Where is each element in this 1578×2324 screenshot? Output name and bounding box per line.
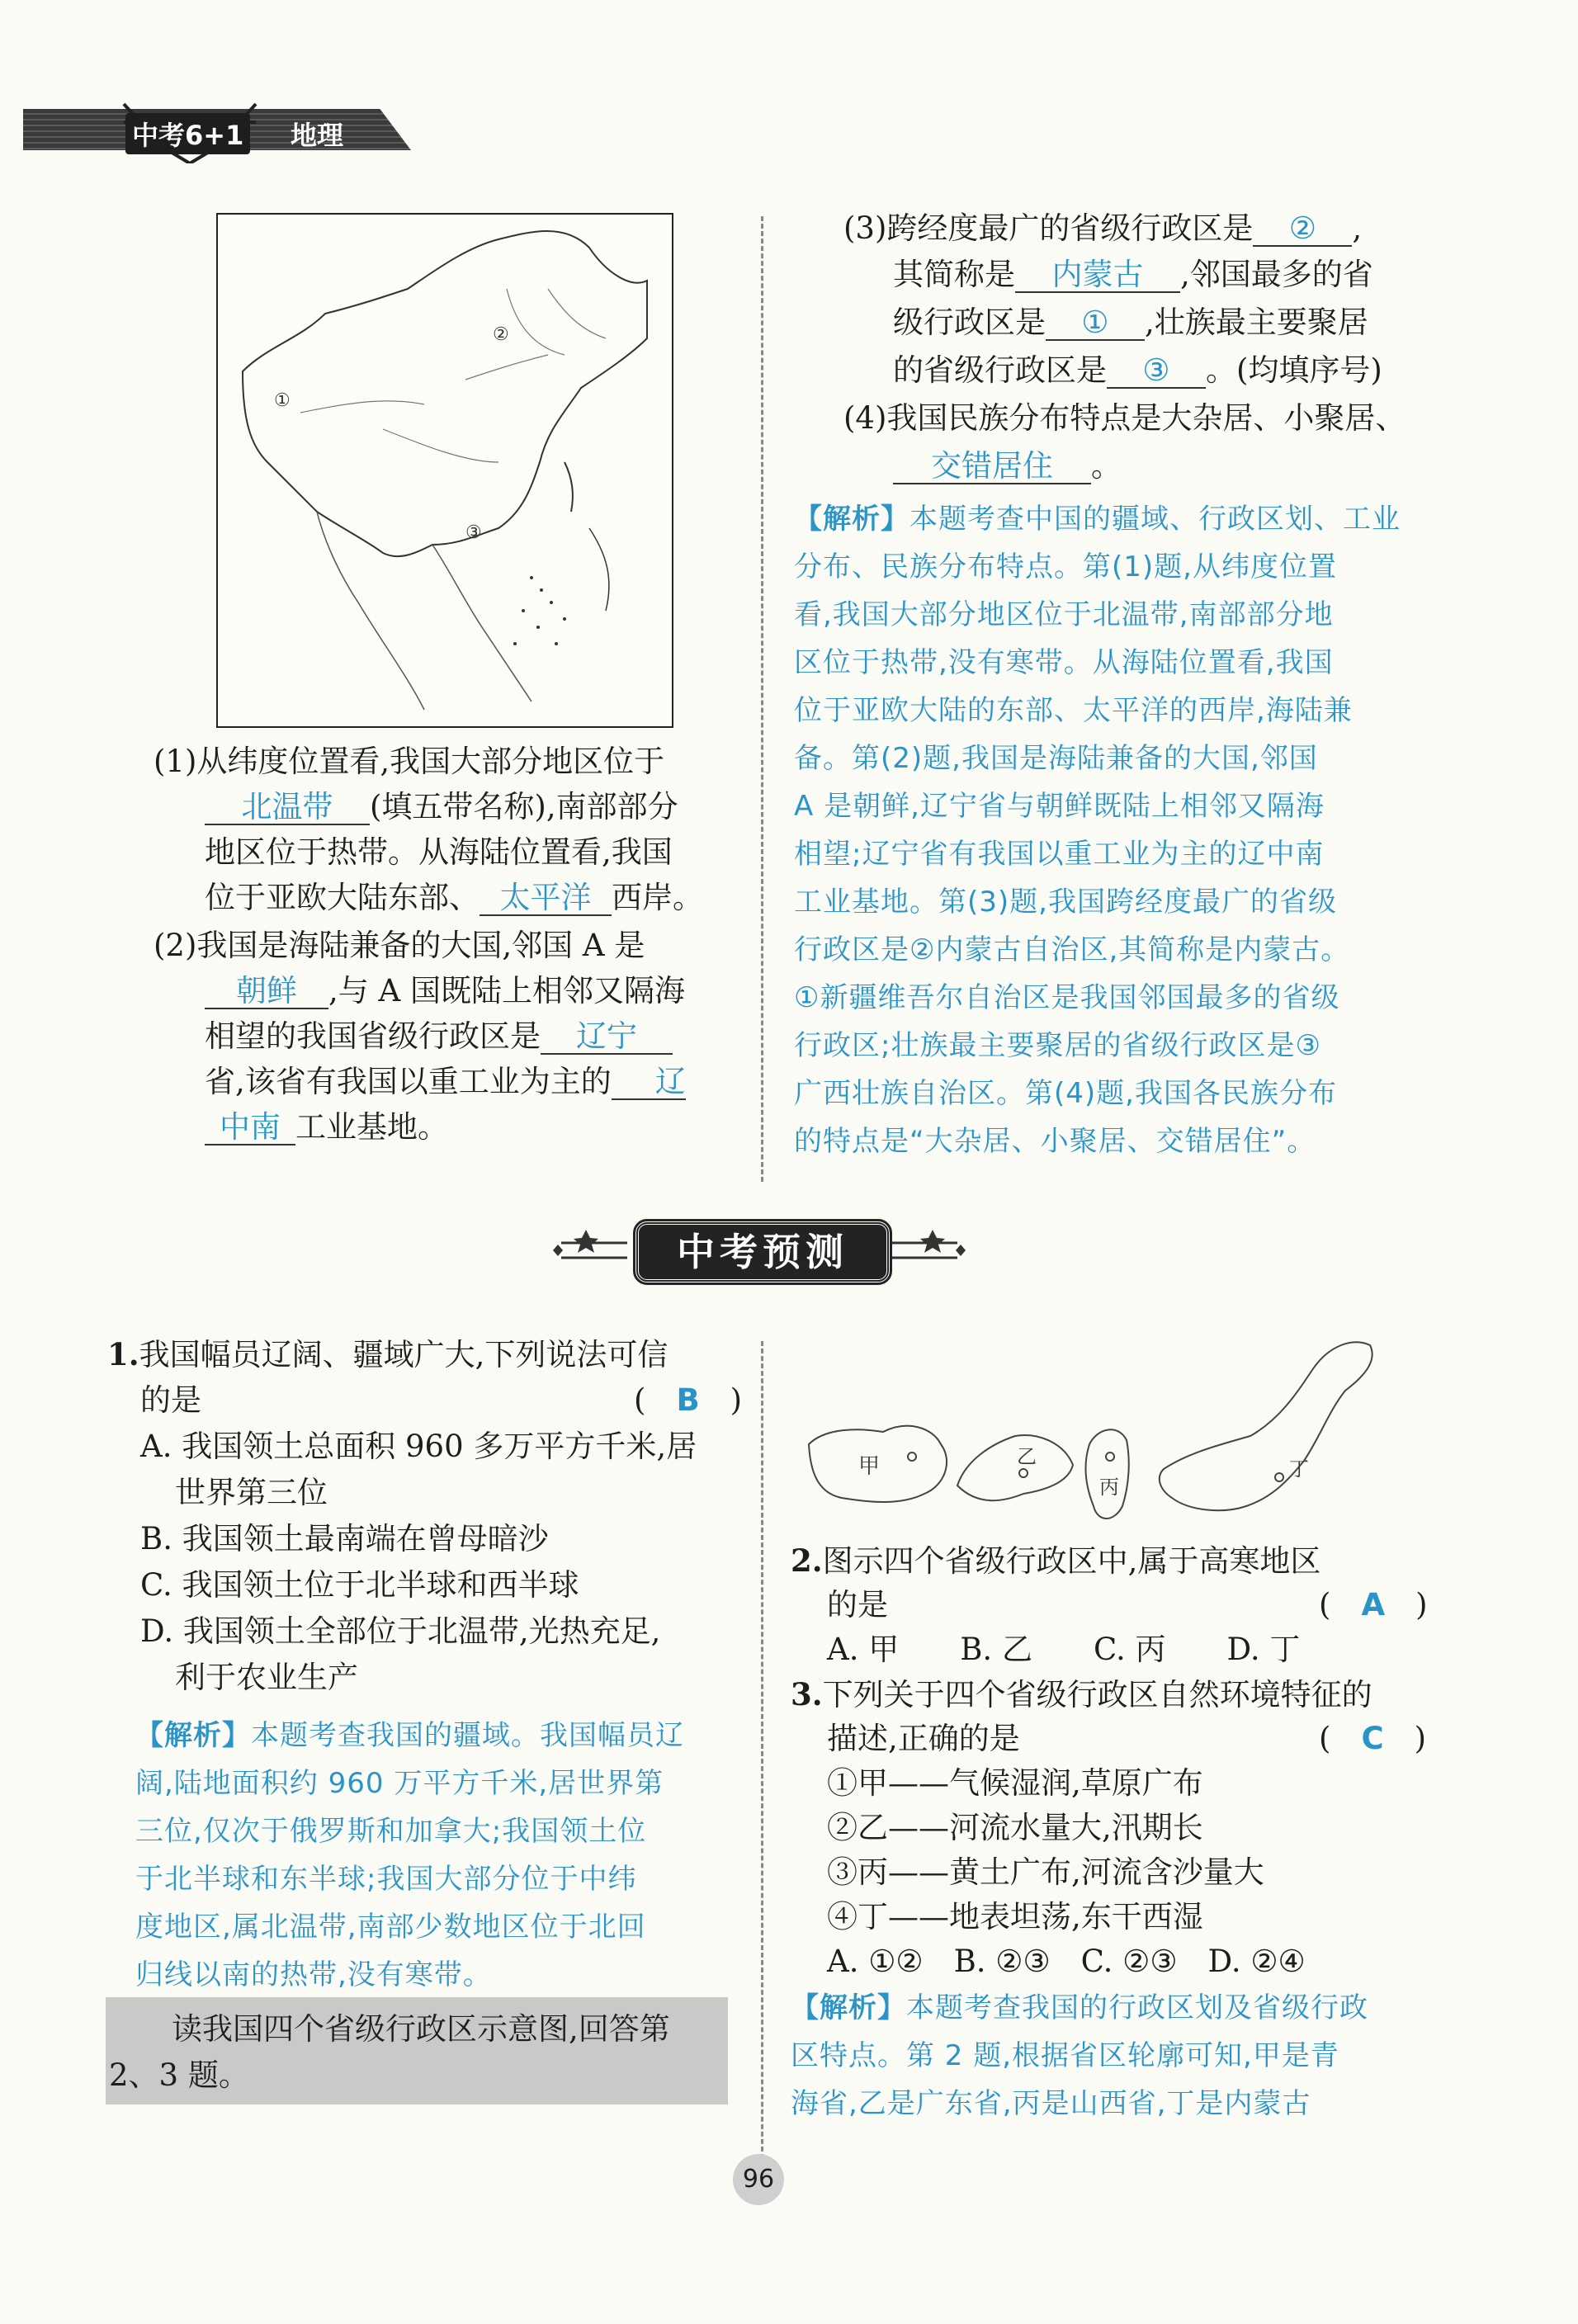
q1-option: 利于农业生产 bbox=[175, 1660, 358, 1695]
analysis-line: 海省,乙是广东省,丙是山西省,丁是内蒙古 bbox=[791, 2087, 1311, 2120]
left-q2-line5: 中南 工业基地。 bbox=[205, 1108, 448, 1146]
q3-item: ①甲——气候湿润,草原广布 bbox=[827, 1765, 1203, 1801]
answer-blank: 中南 bbox=[205, 1111, 295, 1145]
analysis-line: 的特点是“大杂居、小聚居、交错居住”。 bbox=[794, 1125, 1316, 1158]
right-q3-line4: 的省级行政区是 ③ 。(均填序号) bbox=[893, 352, 1382, 388]
analysis-line: ①新疆维吾尔自治区是我国邻国最多的省级 bbox=[794, 981, 1340, 1014]
answer-blank: 交错居住 bbox=[893, 450, 1091, 484]
analysis-line: 备。第(2)题,我国是海陆兼备的大国,邻国 bbox=[794, 742, 1318, 775]
analysis-line: 区位于热带,没有寒带。从海陆位置看,我国 bbox=[794, 646, 1334, 679]
answer-blank: 辽宁 bbox=[541, 1020, 673, 1055]
column-divider bbox=[761, 1341, 763, 2166]
q2-stem-2: 的是 bbox=[827, 1587, 888, 1623]
q3-stem-2: 描述,正确的是 bbox=[827, 1721, 1020, 1756]
q2-stem: 2.图示四个省级行政区中,属于高寒地区 bbox=[791, 1542, 1321, 1579]
answer-blank: ③ bbox=[1107, 354, 1206, 389]
svg-text:甲: 甲 bbox=[858, 1454, 881, 1479]
right-q3-line3: 级行政区是 ① ,壮族最主要聚居 bbox=[893, 305, 1368, 340]
analysis-line: 【解析】本题考查中国的疆域、行政区划、工业 bbox=[794, 503, 1401, 536]
left-q1-line1: (1)从纬度位置看,我国大部分地区位于 bbox=[154, 744, 665, 779]
analysis-line: 看,我国大部分地区位于北温带,南部部分地 bbox=[794, 598, 1334, 631]
analysis-line: 工业基地。第(3)题,我国跨经度最广的省级 bbox=[794, 886, 1337, 919]
analysis-line: 度地区,属北温带,南部少数地区位于北回 bbox=[135, 1911, 646, 1944]
analysis-line: 行政区;壮族最主要聚居的省级行政区是③ bbox=[794, 1029, 1321, 1062]
q3-answer: C bbox=[1361, 1721, 1384, 1756]
svg-text:丁: 丁 bbox=[1289, 1457, 1309, 1481]
q3-item: ④丁——地表坦荡,东干西湿 bbox=[827, 1899, 1203, 1934]
province-bing bbox=[1085, 1429, 1128, 1519]
analysis-line: 于北半球和东半球;我国大部分位于中纬 bbox=[135, 1863, 637, 1896]
right-q3-line2: 其简称是 内蒙古 ,邻国最多的省 bbox=[893, 257, 1373, 292]
q3-item: ②乙——河流水量大,汛期长 bbox=[827, 1810, 1203, 1845]
q1-option: A. 我国领土总面积 960 多万平方千米,居 bbox=[140, 1429, 697, 1464]
brand-name: 中考6+1 bbox=[125, 113, 250, 154]
analysis-line: 位于亚欧大陆的东部、太平洋的西岸,海陆兼 bbox=[794, 694, 1353, 727]
answer-blank: 朝鲜 bbox=[205, 975, 328, 1009]
q3-item: ③丙——黄土广布,河流含沙量大 bbox=[827, 1854, 1264, 1890]
reading-instruction-box bbox=[106, 1997, 728, 2104]
analysis-line: 【解析】本题考查我国的疆域。我国幅员辽 bbox=[135, 1719, 684, 1752]
answer-blank: 辽 bbox=[612, 1065, 686, 1100]
q1-stem: 1.我国幅员辽阔、疆域广大,下列说法可信 bbox=[107, 1336, 669, 1372]
q3-options: A. ①② B. ②③ C. ②③ D. ②④ bbox=[827, 1944, 1306, 1979]
right-q4-line1: (4)我国民族分布特点是大杂居、小聚居、 bbox=[843, 400, 1406, 436]
svg-text:乙: 乙 bbox=[1017, 1445, 1037, 1468]
q2-answer-paren: ( A ) bbox=[1319, 1587, 1428, 1623]
china-map bbox=[216, 213, 673, 728]
province-ding bbox=[1160, 1342, 1372, 1510]
column-divider bbox=[761, 216, 763, 1182]
reading-line: 2、3 题。 bbox=[109, 2057, 249, 2093]
analysis-line: A 是朝鲜,辽宁省与朝鲜既陆上相邻又隔海 bbox=[794, 790, 1325, 823]
q1-answer: B bbox=[676, 1382, 700, 1418]
q2-options: A. 甲 B. 乙 C. 丙 D. 丁 bbox=[827, 1632, 1301, 1667]
left-q2-line4: 省,该省有我国以重工业为主的 辽 bbox=[205, 1064, 686, 1099]
answer-blank: 内蒙古 bbox=[1015, 258, 1180, 293]
left-q1-line2: 北温带 (填五带名称),南部部分 bbox=[205, 788, 678, 826]
province-outlines bbox=[801, 1329, 1428, 1543]
q1-option: C. 我国领土位于北半球和西半球 bbox=[140, 1567, 579, 1603]
left-q2-line2: 朝鲜 ,与 A 国既陆上相邻又隔海 bbox=[205, 972, 685, 1010]
analysis-line: 广西壮族自治区。第(4)题,我国各民族分布 bbox=[794, 1077, 1337, 1110]
province-jia bbox=[809, 1426, 947, 1502]
left-q2-line3: 相望的我国省级行政区是 辽宁 bbox=[205, 1018, 673, 1056]
q2-answer: A bbox=[1361, 1587, 1386, 1623]
right-q4-line2: 交错居住 。 bbox=[893, 447, 1122, 485]
province-yi bbox=[957, 1435, 1073, 1500]
answer-blank: 太平洋 bbox=[480, 881, 612, 916]
map-label-2: ② bbox=[493, 324, 509, 345]
q3-answer-paren: ( C ) bbox=[1319, 1721, 1427, 1756]
analysis-line: 阔,陆地面积约 960 万平方千米,居世界第 bbox=[135, 1767, 664, 1800]
page-number: 96 bbox=[733, 2154, 784, 2205]
left-q1-line4: 位于亚欧大陆东部、 太平洋 西岸。 bbox=[205, 880, 703, 915]
left-q2-line1: (2)我国是海陆兼备的大国,邻国 A 是 bbox=[154, 928, 645, 963]
left-q1-line3: 地区位于热带。从海陆位置看,我国 bbox=[205, 834, 673, 870]
china-outline-map bbox=[218, 215, 672, 726]
analysis-line: 区特点。第 2 题,根据省区轮廓可知,甲是青 bbox=[791, 2039, 1339, 2072]
answer-blank: ② bbox=[1253, 212, 1352, 247]
right-q3-line1: (3)跨经度最广的省级行政区是 ② , bbox=[843, 210, 1363, 246]
q1-option: B. 我国领土最南端在曾母暗沙 bbox=[140, 1521, 549, 1556]
svg-text:丙: 丙 bbox=[1099, 1476, 1119, 1499]
q3-stem: 3.下列关于四个省级行政区自然环境特征的 bbox=[791, 1676, 1372, 1712]
q1-answer-paren: ( B ) bbox=[634, 1382, 743, 1418]
reading-line: 读我国四个省级行政区示意图,回答第 bbox=[172, 2011, 670, 2047]
analysis-line: 行政区是②内蒙古自治区,其简称是内蒙古。 bbox=[794, 933, 1350, 966]
map-label-1: ① bbox=[274, 390, 291, 411]
analysis-line: 相望;辽宁省有我国以重工业为主的辽中南 bbox=[794, 838, 1325, 871]
answer-blank: ① bbox=[1046, 306, 1145, 341]
q1-option: 世界第三位 bbox=[175, 1475, 328, 1510]
analysis-line: 三位,仅次于俄罗斯和加拿大;我国领土位 bbox=[135, 1815, 647, 1848]
section-title: 中考预测 bbox=[635, 1221, 890, 1282]
analysis-line: 【解析】本题考查我国的行政区划及省级行政 bbox=[791, 1991, 1368, 2024]
q1-option: D. 我国领土全部位于北温带,光热充足, bbox=[140, 1613, 661, 1649]
q1-stem-2: 的是 bbox=[140, 1382, 201, 1418]
analysis-line: 分布、民族分布特点。第(1)题,从纬度位置 bbox=[794, 550, 1337, 583]
answer-blank: 北温带 bbox=[205, 791, 370, 825]
subject-label: 地理 bbox=[291, 120, 344, 151]
analysis-line: 归线以南的热带,没有寒带。 bbox=[135, 1958, 492, 1991]
map-label-3: ③ bbox=[465, 522, 482, 543]
